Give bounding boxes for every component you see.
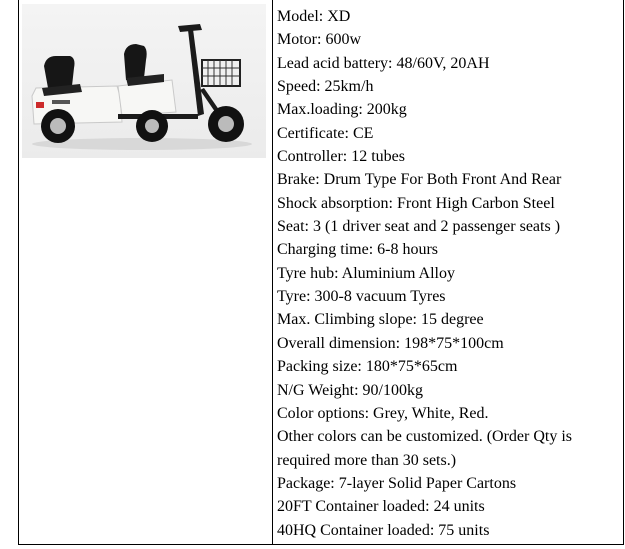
spec-shock-absorption: Shock absorption: Front High Carbon Steel — [277, 194, 555, 212]
spec-charging-time: Charging time: 6-8 hours — [277, 241, 439, 259]
spec-package: Package: 7-layer Solid Paper Cartons — [277, 474, 517, 492]
spec-speed: Speed: 25km/h — [277, 78, 374, 96]
spec-packing-size: Packing size: 180*75*65cm — [277, 358, 458, 376]
spec-model: Model: XD — [277, 8, 351, 25]
electric-tricycle-icon — [22, 4, 266, 158]
spec-20ft-container: 20FT Container loaded: 24 units — [277, 498, 485, 516]
spec-max-loading: Max.loading: 200kg — [277, 101, 407, 119]
spec-overall-dimension: Overall dimension: 198*75*100cm — [277, 334, 504, 352]
column-divider — [272, 0, 273, 544]
spec-certificate: Certificate: CE — [277, 124, 374, 142]
spec-40hq-container: 40HQ Container loaded: 75 units — [277, 521, 490, 539]
spec-tyre-hub: Tyre hub: Aluminium Alloy — [277, 264, 455, 282]
product-photo — [22, 4, 266, 158]
spec-table — [18, 0, 624, 545]
spec-brake: Brake: Drum Type For Both Front And Rear — [277, 171, 562, 189]
spec-motor: Motor: 600w — [277, 31, 361, 49]
spec-weight: N/G Weight: 90/100kg — [277, 381, 423, 399]
spec-climbing-slope: Max. Climbing slope: 15 degree — [277, 311, 484, 329]
spec-tyre: Tyre: 300-8 vacuum Tyres — [277, 288, 446, 306]
image-cell — [19, 0, 272, 544]
spec-controller: Controller: 12 tubes — [277, 148, 405, 166]
spec-battery: Lead acid battery: 48/60V, 20AH — [277, 54, 490, 72]
spec-custom-colors: Other colors can be customized. (Order Qty is required more than 30 sets.) — [277, 428, 573, 469]
spec-list — [277, 5, 622, 542]
spec-seat: Seat: 3 (1 driver seat and 2 passenger seats ) — [277, 218, 561, 236]
spec-color-options: Color options: Grey, White, Red. — [277, 404, 489, 422]
